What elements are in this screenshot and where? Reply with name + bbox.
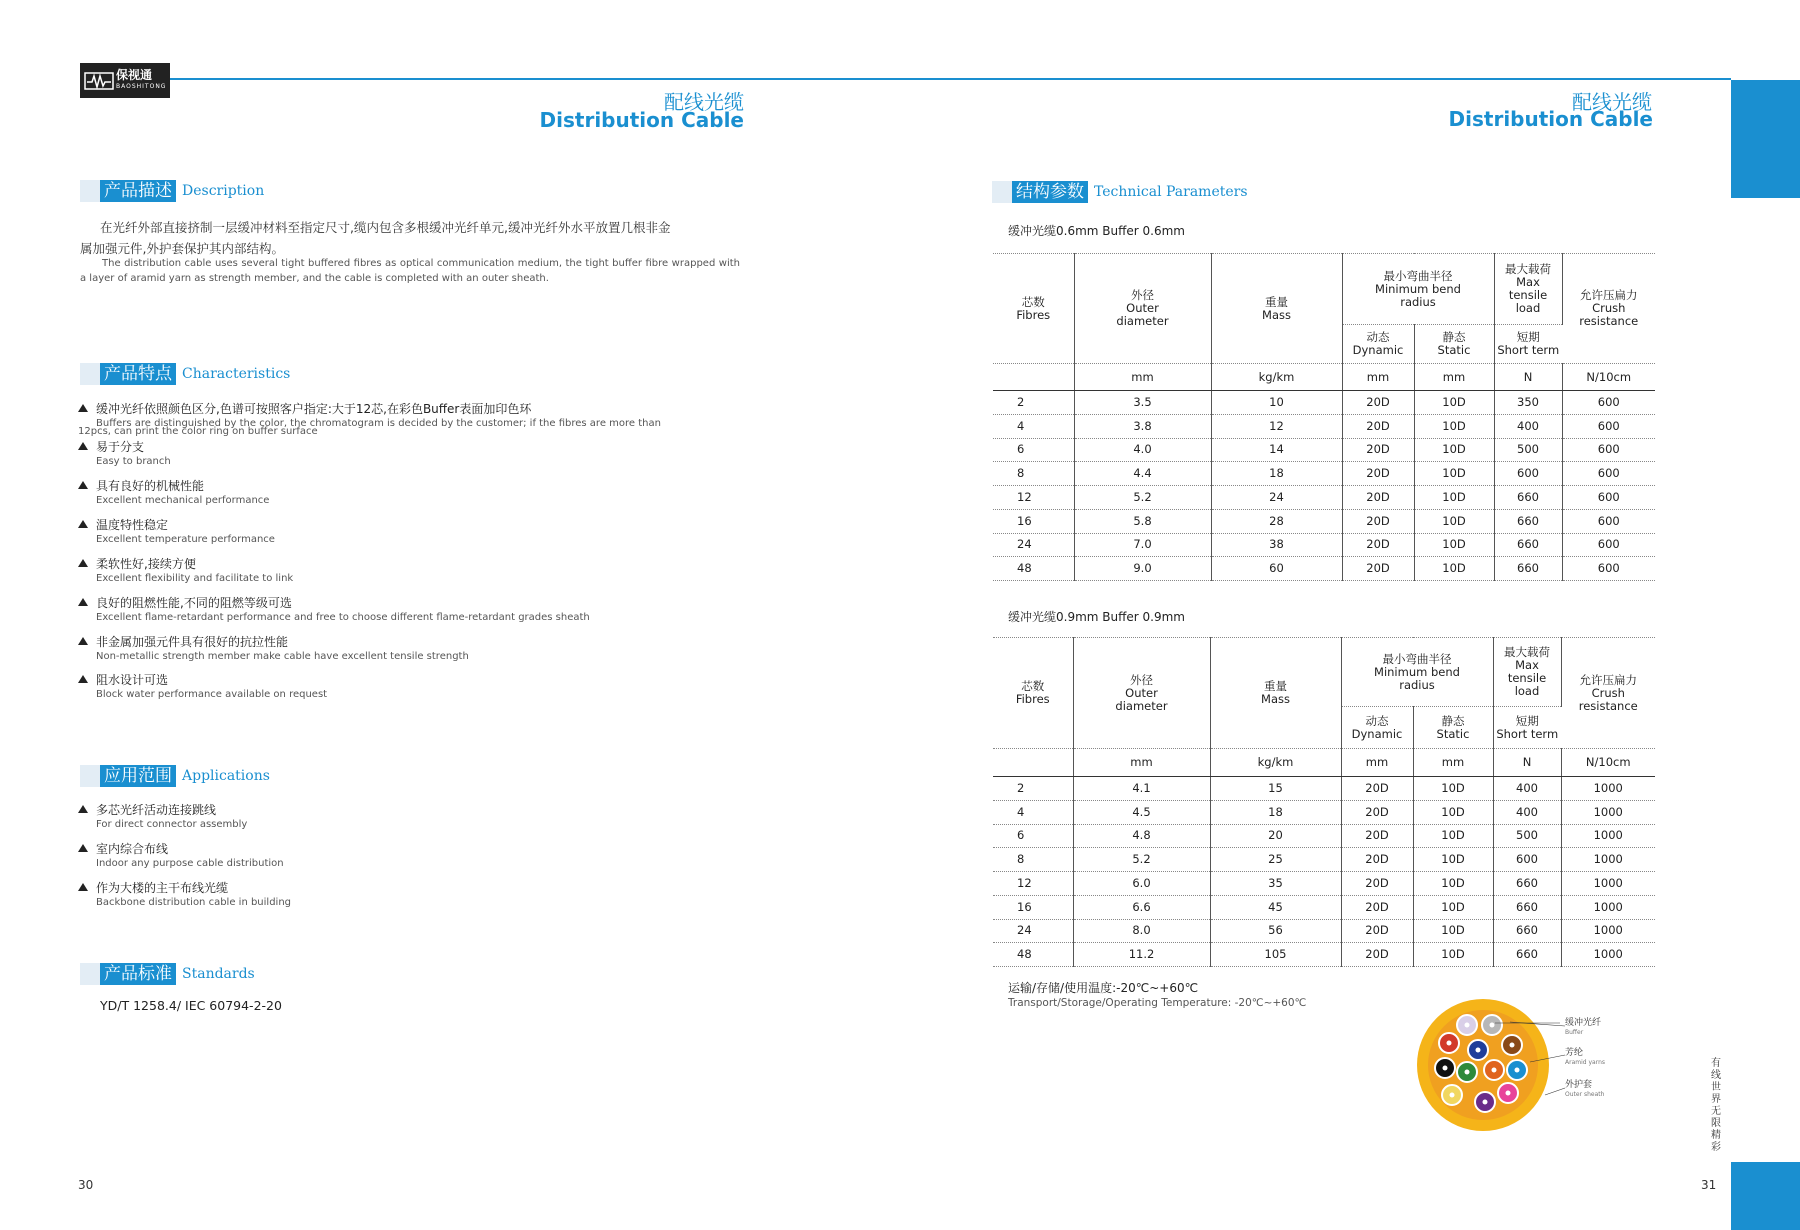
table-cell: 8 (993, 462, 1074, 486)
table-cell: 8.0 (1073, 919, 1210, 943)
th-fibres: 芯数 Fibres (993, 254, 1074, 364)
table-cell: 20D (1342, 509, 1414, 533)
table-cell: 16 (993, 509, 1074, 533)
th-dynamic: 动态 Dynamic (1341, 707, 1413, 749)
table-cell: 20D (1342, 414, 1414, 438)
table-row (993, 462, 1655, 486)
table-cell: 38 (1211, 533, 1342, 557)
table-cell: 10D (1414, 486, 1494, 510)
table-row (993, 895, 1655, 919)
table-cell: 48 (993, 943, 1073, 967)
table-cell: 10D (1413, 848, 1493, 872)
table-cell: 105 (1210, 943, 1341, 967)
table-cell: 1000 (1561, 777, 1655, 801)
table-cell: 5.2 (1073, 848, 1210, 872)
unit-cell: mm (1074, 364, 1211, 391)
page-number-right: 31 (1701, 1178, 1717, 1192)
triangle-bullet-icon (78, 559, 88, 567)
table-cell: 660 (1493, 943, 1561, 967)
table-cell: 28 (1211, 509, 1342, 533)
legend-leaders (1500, 1000, 1570, 1100)
th-dynamic: 动态 Dynamic (1342, 325, 1414, 364)
table-row (993, 919, 1655, 943)
table-cell: 600 (1562, 414, 1655, 438)
table-cell: 660 (1494, 533, 1562, 557)
unit-cell: mm (1414, 364, 1494, 391)
table-cell: 1000 (1561, 895, 1655, 919)
table-cell: 4.4 (1074, 462, 1211, 486)
table-cell: 660 (1494, 486, 1562, 510)
table-cell: 5.8 (1074, 509, 1211, 533)
table-row (993, 777, 1655, 801)
unit-cell: mm (1341, 749, 1413, 777)
description-en: The distribution cable uses several tight buffered fibres as optical communication medium, the tight buffer fibre wrapped with a layer of aramid yarn as strength member, and the cable is completed with an outer sheath. (80, 258, 740, 284)
table-cell: 20D (1342, 533, 1414, 557)
table2-caption: 缓冲光缆0.9mm Buffer 0.9mm (1008, 610, 1185, 624)
fibre-core (1476, 1048, 1481, 1053)
table-cell: 1000 (1561, 800, 1655, 824)
table-cell: 9.0 (1074, 557, 1211, 581)
table-cell: 660 (1493, 872, 1561, 896)
table-cell: 1000 (1561, 848, 1655, 872)
table-cell: 20D (1342, 438, 1414, 462)
table-cell: 10D (1413, 824, 1493, 848)
table-cell: 20D (1341, 872, 1413, 896)
table-cell: 2 (993, 391, 1074, 415)
table-cell: 1000 (1561, 872, 1655, 896)
table-cell: 500 (1493, 824, 1561, 848)
table-cell: 400 (1494, 414, 1562, 438)
table-cell: 10D (1414, 557, 1494, 581)
table-row (993, 438, 1655, 462)
table-row (993, 848, 1655, 872)
table-cell: 660 (1493, 895, 1561, 919)
table-cell: 600 (1562, 438, 1655, 462)
unit-cell: N (1493, 749, 1561, 777)
table-cell: 400 (1493, 800, 1561, 824)
table-cell: 10 (1211, 391, 1342, 415)
right-header-en: Distribution Cable (1448, 107, 1653, 131)
table-cell: 4.5 (1073, 800, 1210, 824)
th-bend-radius: 最小弯曲半径 Minimum bend radius (1341, 638, 1493, 707)
triangle-bullet-icon (78, 404, 88, 412)
th-crush: 允许压扁力 Crush resistance (1561, 638, 1655, 749)
brand-logo (80, 63, 170, 98)
table-cell: 48 (993, 557, 1074, 581)
triangle-bullet-icon (78, 844, 88, 852)
table-cell: 350 (1494, 391, 1562, 415)
table-cell: 20D (1342, 557, 1414, 581)
table-cell: 20D (1341, 919, 1413, 943)
table-cell: 10D (1414, 462, 1494, 486)
th-outer-diameter: 外径 Outer diameter (1074, 254, 1211, 364)
table-cell: 600 (1562, 486, 1655, 510)
table-cell: 1000 (1561, 824, 1655, 848)
triangle-bullet-icon (78, 442, 88, 450)
table-cell: 600 (1493, 848, 1561, 872)
table-cell: 18 (1211, 462, 1342, 486)
table-cell: 45 (1210, 895, 1341, 919)
table-cell: 10D (1414, 533, 1494, 557)
table-cell: 11.2 (1073, 943, 1210, 967)
table-cell: 20D (1341, 824, 1413, 848)
fibre-core (1443, 1066, 1448, 1071)
legend-buffer: 缓冲光纤 Buffer (1565, 1018, 1602, 1036)
unit-cell (993, 749, 1073, 777)
unit-cell (993, 364, 1074, 391)
table-row (993, 533, 1655, 557)
table-cell: 4.8 (1073, 824, 1210, 848)
table-row (993, 943, 1655, 967)
fibre-core (1465, 1070, 1470, 1075)
table-cell: 56 (1210, 919, 1341, 943)
table-cell: 5.2 (1074, 486, 1211, 510)
table-cell: 24 (1211, 486, 1342, 510)
table-cell: 15 (1210, 777, 1341, 801)
table-cell: 25 (1210, 848, 1341, 872)
triangle-bullet-icon (78, 520, 88, 528)
standards-text: YD/T 1258.4/ IEC 60794-2-20 (100, 998, 282, 1013)
applications-heading: 应用范围 Applications (80, 765, 270, 787)
table-cell: 20D (1342, 391, 1414, 415)
table-row (993, 824, 1655, 848)
tech-params-heading: 结构参数 Technical Parameters (992, 181, 1248, 203)
triangle-bullet-icon (78, 883, 88, 891)
spec-table-0.6mm (993, 253, 1655, 581)
table-cell: 400 (1493, 777, 1561, 801)
table-cell: 10D (1413, 777, 1493, 801)
table-cell: 14 (1211, 438, 1342, 462)
table-cell: 6 (993, 824, 1073, 848)
table-cell: 660 (1493, 919, 1561, 943)
spec-table-0.9mm (993, 637, 1655, 967)
th-fibres: 芯数 Fibres (993, 638, 1073, 749)
table-cell: 20D (1341, 848, 1413, 872)
table-cell: 4 (993, 800, 1073, 824)
table-cell: 4.0 (1074, 438, 1211, 462)
table-cell: 600 (1562, 509, 1655, 533)
table-cell: 500 (1494, 438, 1562, 462)
table-cell: 12 (993, 872, 1073, 896)
table-cell: 1000 (1561, 919, 1655, 943)
table-cell: 10D (1414, 414, 1494, 438)
right-header-cn: 配线光缆 (1572, 90, 1652, 114)
triangle-bullet-icon (78, 481, 88, 489)
unit-cell: N/10cm (1562, 364, 1655, 391)
fibre-core (1465, 1023, 1470, 1028)
characteristics-heading: 产品特点 Characteristics (80, 363, 290, 385)
table-cell: 10D (1414, 509, 1494, 533)
triangle-bullet-icon (78, 598, 88, 606)
th-static: 静态 Static (1414, 325, 1494, 364)
left-header-cn: 配线光缆 (664, 90, 744, 114)
fibre-core (1483, 1100, 1488, 1105)
table-row (993, 486, 1655, 510)
legend-sheath: 外护套 Outer sheath (1565, 1080, 1605, 1098)
triangle-bullet-icon (78, 637, 88, 645)
th-crush: 允许压扁力 Crush resistance (1562, 254, 1655, 364)
th-mass: 重量 Mass (1210, 638, 1341, 749)
table-cell: 3.5 (1074, 391, 1211, 415)
table-row (993, 414, 1655, 438)
table-cell: 4 (993, 414, 1074, 438)
table-row (993, 391, 1655, 415)
table-cell: 35 (1210, 872, 1341, 896)
right-tab-top (1731, 80, 1800, 198)
header-rule (148, 78, 1731, 80)
fibre-core (1492, 1068, 1497, 1073)
left-header-en: Distribution Cable (539, 108, 744, 132)
page-number-left: 30 (78, 1178, 94, 1192)
table-row (993, 800, 1655, 824)
table-cell: 20D (1342, 462, 1414, 486)
table-cell: 20D (1341, 777, 1413, 801)
table-cell: 600 (1494, 462, 1562, 486)
th-bend-radius: 最小弯曲半径 Minimum bend radius (1342, 254, 1494, 325)
logo-cn: 保视通 (116, 67, 153, 82)
th-tensile: 最大载荷 Max tensile load (1494, 254, 1562, 325)
temperature-cn: 运输/存储/使用温度:-20℃~+60℃ (1008, 981, 1199, 995)
table-cell: 24 (993, 919, 1073, 943)
th-tensile: 最大载荷 Max tensile load (1493, 638, 1561, 707)
table-cell: 16 (993, 895, 1073, 919)
fibre-core (1450, 1093, 1455, 1098)
table-cell: 660 (1494, 557, 1562, 581)
table-cell: 20D (1341, 800, 1413, 824)
table-cell: 10D (1413, 800, 1493, 824)
unit-cell: mm (1413, 749, 1493, 777)
fibre-core (1490, 1023, 1495, 1028)
table1-caption: 缓冲光缆0.6mm Buffer 0.6mm (1008, 224, 1185, 238)
logo-en: BAOSHITONG (116, 82, 167, 90)
th-short-term: 短期 Short term (1494, 325, 1562, 364)
table-cell: 60 (1211, 557, 1342, 581)
table-cell: 10D (1413, 872, 1493, 896)
temperature-en: Transport/Storage/Operating Temperature: -20℃~+60℃ (1008, 997, 1307, 1009)
table-cell: 20D (1341, 895, 1413, 919)
table-row (993, 557, 1655, 581)
description-heading: 产品描述 Description (80, 180, 264, 202)
unit-cell: N (1494, 364, 1562, 391)
table-row (993, 872, 1655, 896)
triangle-bullet-icon (78, 675, 88, 683)
table-cell: 600 (1562, 462, 1655, 486)
table-cell: 3.8 (1074, 414, 1211, 438)
table-cell: 660 (1494, 509, 1562, 533)
table-cell: 600 (1562, 391, 1655, 415)
unit-cell: kg/km (1210, 749, 1341, 777)
th-short-term: 短期 Short term (1493, 707, 1561, 749)
waveform-icon (84, 71, 114, 91)
vertical-slogan: 有线世界无限精彩 (1711, 1058, 1721, 1153)
table-cell: 4.1 (1073, 777, 1210, 801)
table-cell: 10D (1413, 895, 1493, 919)
table-cell: 20 (1210, 824, 1341, 848)
unit-cell: mm (1342, 364, 1414, 391)
description-cn: 在光纤外部直接挤制一层缓冲材料至指定尺寸,缆内包含多根缓冲光纤单元,缓冲光纤外水平放置几根非金 属加强元件,外护套保护其内部结构。 (80, 220, 671, 256)
unit-cell: kg/km (1211, 364, 1342, 391)
unit-cell: mm (1073, 749, 1210, 777)
legend-aramid: 芳纶 Aramid yarns (1565, 1048, 1605, 1066)
th-static: 静态 Static (1413, 707, 1493, 749)
table-cell: 2 (993, 777, 1073, 801)
table-cell: 7.0 (1074, 533, 1211, 557)
table-cell: 6.6 (1073, 895, 1210, 919)
fibre-core (1447, 1041, 1452, 1046)
standards-heading: 产品标准 Standards (80, 963, 255, 985)
table-cell: 12 (1211, 414, 1342, 438)
triangle-bullet-icon (78, 805, 88, 813)
table-cell: 10D (1413, 919, 1493, 943)
table-cell: 1000 (1561, 943, 1655, 967)
table-cell: 600 (1562, 557, 1655, 581)
table-row (993, 509, 1655, 533)
table-cell: 10D (1413, 943, 1493, 967)
table-cell: 600 (1562, 533, 1655, 557)
table-cell: 18 (1210, 800, 1341, 824)
table-cell: 10D (1414, 391, 1494, 415)
table-cell: 24 (993, 533, 1074, 557)
th-mass: 重量 Mass (1211, 254, 1342, 364)
table-cell: 6.0 (1073, 872, 1210, 896)
unit-cell: N/10cm (1561, 749, 1655, 777)
table-cell: 6 (993, 438, 1074, 462)
th-outer-diameter: 外径 Outer diameter (1073, 638, 1210, 749)
table-cell: 12 (993, 486, 1074, 510)
table-cell: 20D (1342, 486, 1414, 510)
table-cell: 20D (1341, 943, 1413, 967)
table-cell: 10D (1414, 438, 1494, 462)
right-tab-bottom (1731, 1162, 1800, 1230)
table-cell: 8 (993, 848, 1073, 872)
